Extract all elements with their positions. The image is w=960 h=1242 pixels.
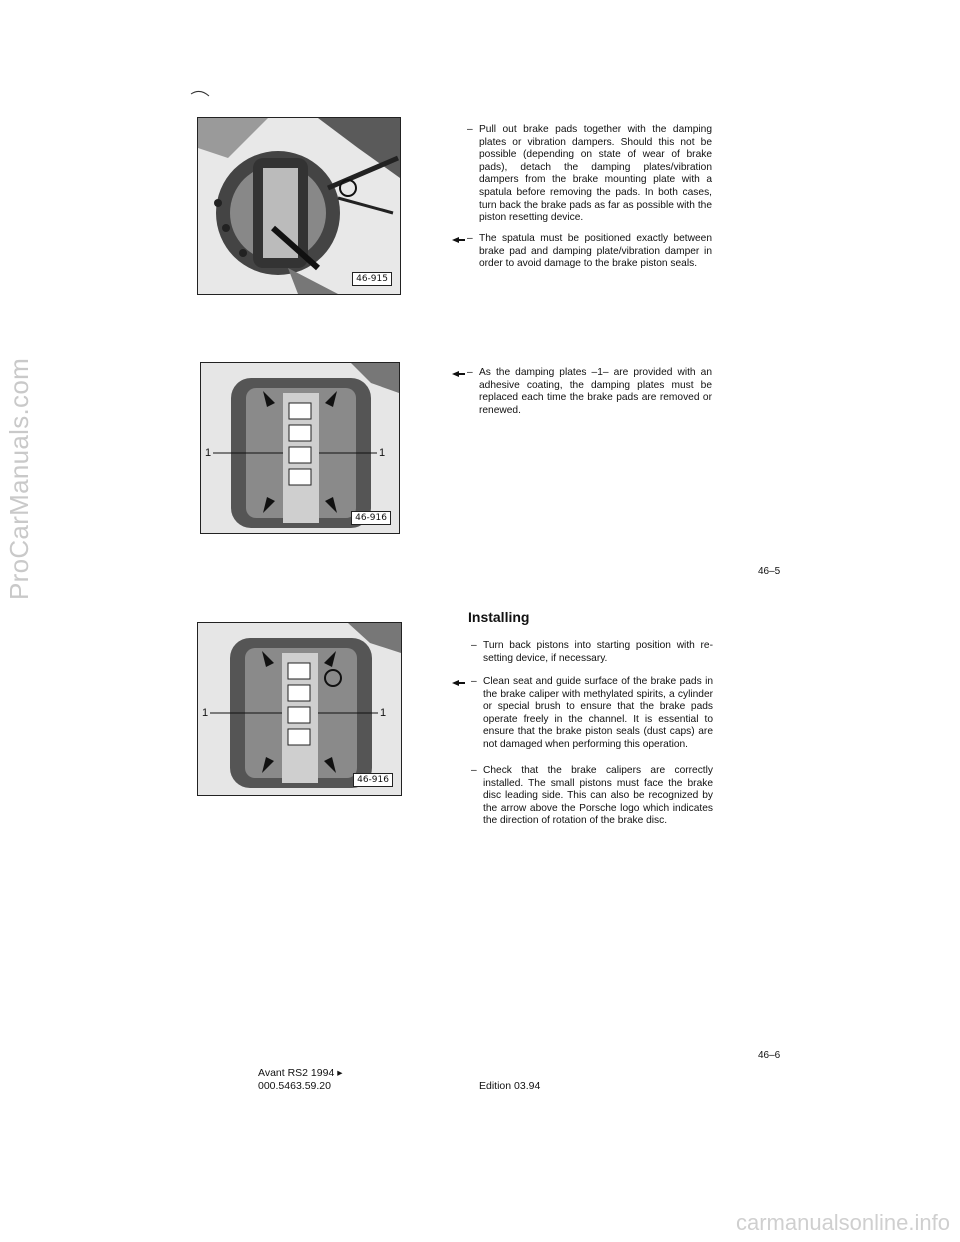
figure-damping-plates	[200, 362, 400, 534]
callout-left: 1	[205, 447, 212, 459]
footer-edition: Edition 03.94	[479, 1080, 541, 1092]
instruction-text: Clean seat and guide surface of the brake pads in the brake caliper with methylated spirits, a cylinder or special brush to ensure that the brake pads operate freely in the channel. It is essential to ensure that the brake piston seals (dust caps) are not damaged when performing this operation.	[483, 676, 713, 750]
instruction-text: Turn back pistons into starting position with re-setting device, if necessary.	[483, 640, 713, 664]
watermark-bottom-text: carmanualsonline.info	[735, 1210, 950, 1235]
figure-label: 46-916	[353, 773, 393, 787]
footer-model	[258, 1067, 342, 1093]
instruction-check-calipers	[471, 765, 713, 828]
page-number: 46–6	[758, 1050, 781, 1061]
instruction-clean-seat	[471, 676, 713, 752]
scan-mark	[190, 88, 210, 98]
list-dash: –	[467, 124, 473, 135]
page-number: 46–5	[758, 566, 781, 577]
figure-installing-caliper	[197, 622, 402, 796]
figure-illustration	[201, 363, 399, 533]
arrow-left-icon	[452, 237, 465, 243]
callout-right: 1	[379, 447, 386, 459]
figure-label: 46-915	[352, 272, 392, 286]
figure-label: 46-916	[351, 511, 391, 525]
watermark-vertical	[4, 0, 44, 1242]
figure-illustration	[198, 623, 401, 795]
footer-code-text: 000.5463.59.20	[258, 1080, 331, 1092]
list-dash: –	[467, 233, 473, 244]
instruction-text: Check that the brake calipers are correctly installed. The small pistons must face the brake disc leading side. This can also be recognized by the arrow above the Porsche logo which indicates the direction of rotation of the brake disc.	[483, 765, 713, 827]
instruction-damping-plates	[467, 367, 712, 417]
figure-illustration	[198, 118, 400, 294]
instruction-turn-back-pistons	[471, 640, 713, 665]
arrow-left-icon	[452, 371, 465, 377]
list-dash: –	[471, 640, 477, 651]
instruction-spatula	[467, 233, 712, 271]
footer-model-text: Avant RS2 1994 ▸	[258, 1067, 343, 1079]
section-heading-installing: Installing	[468, 609, 530, 625]
arrow-left-icon	[452, 680, 465, 686]
callout-right: 1	[380, 707, 387, 719]
figure-brake-pad-removal	[197, 117, 401, 295]
instruction-text: As the damping plates –1– are provided with an adhesive coating, the damping plates must be replaced each time the brake pads are removed or renewed.	[479, 367, 712, 416]
instruction-text: Pull out brake pads together with the damping plates or vibration dampers. Should this not be possible (depending on state of wear of brake pads), detach the damping plates/vibration dampers from the brake mounting plate with a spatula before removing the pads. In both cases, turn back the brake pads as far as possible with the piston resetting device.	[479, 124, 712, 224]
list-dash: –	[471, 765, 477, 776]
list-dash: –	[467, 367, 473, 378]
list-dash: –	[471, 676, 477, 687]
watermark-left-text: ProCarManuals.com	[4, 357, 34, 600]
callout-left: 1	[202, 707, 209, 719]
instruction-pull-out-pads	[467, 124, 712, 225]
instruction-text: The spatula must be positioned exactly between brake pad and damping plate/vibration damper in order to avoid damage to the brake piston seals.	[479, 233, 712, 270]
